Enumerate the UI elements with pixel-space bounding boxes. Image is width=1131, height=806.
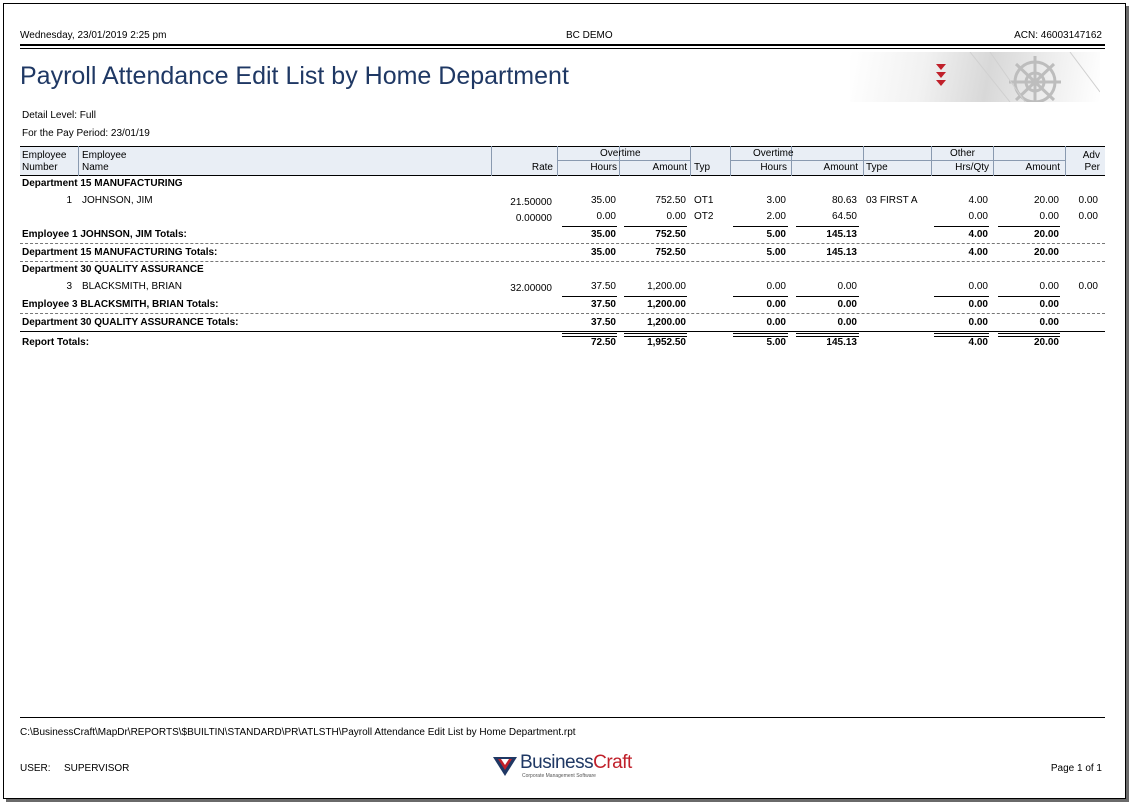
total-hrs-qty: 0.00 xyxy=(968,299,988,310)
department-heading: Department 30 QUALITY ASSURANCE xyxy=(22,264,204,275)
group-rule xyxy=(557,160,690,161)
subtotal-rule xyxy=(562,226,617,227)
ot-amount-value: 752.50 xyxy=(655,195,686,206)
col-adv-per-2: Per xyxy=(1084,162,1100,173)
rate-value: 32.00000 xyxy=(510,283,552,294)
dashed-rule xyxy=(20,243,1105,244)
col-amount: Amount xyxy=(652,162,687,173)
total-other-amount: 20.00 xyxy=(1033,229,1059,240)
col-employee-number: Employee xyxy=(22,150,67,161)
dept-ot2-amount: 145.13 xyxy=(826,247,857,258)
user-name: SUPERVISOR xyxy=(64,763,130,774)
col-typ: Typ xyxy=(694,162,711,173)
dashed-rule xyxy=(20,261,1105,262)
col-type: Type xyxy=(866,162,888,173)
col-rate: Rate xyxy=(531,162,553,173)
hrs-qty-value: 0.00 xyxy=(968,281,988,292)
brand-business: Business xyxy=(520,752,594,773)
other-amount-value: 0.00 xyxy=(1039,281,1059,292)
businesscraft-logo-icon xyxy=(492,754,518,778)
footer-rule xyxy=(20,717,1105,718)
total-ot-amount: 1,200.00 xyxy=(647,299,686,310)
report-file-path: C:\BusinessCraft\MapDr\REPORTS\$BUILTIN\STANDARD\PR\ATLSTH\Payroll Attendance Edit List by Home Department.rpt xyxy=(20,727,576,738)
report-datetime: Wednesday, 23/01/2019 2:25 pm xyxy=(20,30,167,41)
triple-chevron-icon xyxy=(936,64,946,86)
other-amount-value: 20.00 xyxy=(1033,195,1059,206)
col-group-other: Other xyxy=(950,148,976,159)
dept-ot-hours: 37.50 xyxy=(590,317,616,328)
other-amount-value: 0.00 xyxy=(1039,211,1059,222)
ot2-hours-value: 0.00 xyxy=(766,281,786,292)
col-separator xyxy=(863,146,864,176)
subtotal-rule xyxy=(624,296,687,297)
employee-total-label: Employee 1 JOHNSON, JIM Totals: xyxy=(22,229,187,240)
hrs-qty-value: 4.00 xyxy=(968,195,988,206)
adv-per-value: 0.00 xyxy=(1078,211,1098,222)
total-ot2-amount: 0.00 xyxy=(837,299,857,310)
ot2-amount-value: 64.50 xyxy=(831,211,857,222)
ot-type-value: OT2 xyxy=(694,211,714,222)
dashed-rule xyxy=(20,313,1105,314)
ot2-amount-value: 80.63 xyxy=(831,195,857,206)
report-total-label: Report Totals: xyxy=(22,337,90,348)
employee-name: JOHNSON, JIM xyxy=(82,195,153,206)
grand-hrs-qty: 4.00 xyxy=(968,337,988,348)
subtotal-rule xyxy=(733,226,788,227)
department-total-label: Department 15 MANUFACTURING Totals: xyxy=(22,247,218,258)
brand-craft: Craft xyxy=(593,752,632,773)
total-ot-hours: 37.50 xyxy=(590,299,616,310)
col-adv-per: Adv xyxy=(1082,150,1100,161)
other-type-value: 03 FIRST A xyxy=(866,195,918,206)
total-ot-hours: 35.00 xyxy=(590,229,616,240)
col-hours: Hours xyxy=(590,162,617,173)
col-hours-2: Hours xyxy=(760,162,787,173)
col-employee-name-2: Name xyxy=(82,162,109,173)
dept-hrs-qty: 4.00 xyxy=(968,247,988,258)
dept-ot2-amount: 0.00 xyxy=(837,317,857,328)
ot2-hours-value: 2.00 xyxy=(766,211,786,222)
header-rule xyxy=(20,44,1105,46)
dept-other-amount: 0.00 xyxy=(1039,317,1059,328)
col-hrs-qty: Hrs/Qty xyxy=(955,162,989,173)
detail-level: Detail Level: Full xyxy=(22,110,96,121)
col-separator xyxy=(557,146,558,176)
ot-hours-value: 0.00 xyxy=(596,211,616,222)
col-separator xyxy=(491,146,492,176)
ot-amount-value: 0.00 xyxy=(666,211,686,222)
subtotal-rule xyxy=(562,296,617,297)
col-separator xyxy=(690,146,691,176)
employee-total-label: Employee 3 BLACKSMITH, BRIAN Totals: xyxy=(22,299,219,310)
report-total-rule xyxy=(20,331,1105,332)
department-total-label: Department 30 QUALITY ASSURANCE Totals: xyxy=(22,317,239,328)
report-title: Payroll Attendance Edit List by Home Department xyxy=(20,62,569,90)
col-separator xyxy=(993,146,994,176)
col-separator xyxy=(931,146,932,176)
employee-name: BLACKSMITH, BRIAN xyxy=(82,281,183,292)
total-hrs-qty: 4.00 xyxy=(968,229,988,240)
user-label: USER: xyxy=(20,763,51,774)
businesscraft-logo xyxy=(492,752,642,780)
dept-ot-hours: 35.00 xyxy=(590,247,616,258)
grand-ot2-hours: 5.00 xyxy=(766,337,786,348)
ot-type-value: OT1 xyxy=(694,195,714,206)
total-ot2-hours: 5.00 xyxy=(766,229,786,240)
rate-value: 21.50000 xyxy=(510,197,552,208)
subtotal-rule xyxy=(934,296,989,297)
brand-tagline: Corporate Management Software xyxy=(522,773,596,779)
dept-ot-amount: 1,200.00 xyxy=(647,317,686,328)
subtotal-rule xyxy=(934,226,989,227)
pay-period: For the Pay Period: 23/01/19 xyxy=(22,128,150,139)
col-separator xyxy=(730,146,731,176)
employee-number: 3 xyxy=(66,281,72,292)
dept-ot2-hours: 0.00 xyxy=(766,317,786,328)
col-group-overtime-1: Overtime xyxy=(600,148,641,159)
company-name: BC DEMO xyxy=(566,30,613,41)
subtotal-rule xyxy=(998,226,1060,227)
subtotal-rule xyxy=(624,226,687,227)
dept-other-amount: 20.00 xyxy=(1033,247,1059,258)
report-page xyxy=(3,3,1126,799)
dept-ot-amount: 752.50 xyxy=(655,247,686,258)
col-employee-name: Employee xyxy=(82,150,127,161)
employee-number: 1 xyxy=(66,195,72,206)
subtotal-rule xyxy=(796,226,859,227)
grand-ot-amount: 1,952.50 xyxy=(647,337,686,348)
col-employee-number-2: Number xyxy=(22,162,58,173)
grand-ot-hours: 72.50 xyxy=(590,337,616,348)
col-separator xyxy=(78,146,79,176)
subtotal-rule xyxy=(796,296,859,297)
grand-other-amount: 20.00 xyxy=(1033,337,1059,348)
ot2-hours-value: 3.00 xyxy=(766,195,786,206)
dept-ot2-hours: 5.00 xyxy=(766,247,786,258)
group-rule xyxy=(730,160,863,161)
acn-number: ACN: 46003147162 xyxy=(1014,30,1102,41)
page-number: Page 1 of 1 xyxy=(1050,763,1102,774)
col-amount-3: Amount xyxy=(1025,162,1060,173)
subtotal-rule xyxy=(998,296,1060,297)
subtotal-rule xyxy=(733,296,788,297)
ot-hours-value: 37.50 xyxy=(590,281,616,292)
grand-ot2-amount: 145.13 xyxy=(826,337,857,348)
col-amount-2: Amount xyxy=(823,162,858,173)
rate-value: 0.00000 xyxy=(515,213,552,224)
total-other-amount: 0.00 xyxy=(1039,299,1059,310)
col-group-overtime-2: Overtime xyxy=(753,148,794,159)
header-rule-thin xyxy=(20,48,1105,49)
total-ot2-hours: 0.00 xyxy=(766,299,786,310)
ot2-amount-value: 0.00 xyxy=(837,281,857,292)
gear-watermark-icon xyxy=(850,52,1100,102)
adv-per-value: 0.00 xyxy=(1078,281,1098,292)
total-ot-amount: 752.50 xyxy=(655,229,686,240)
ot-hours-value: 35.00 xyxy=(590,195,616,206)
report-banner-graphic xyxy=(850,52,1100,102)
dept-hrs-qty: 0.00 xyxy=(968,317,988,328)
adv-per-value: 0.00 xyxy=(1078,195,1098,206)
hrs-qty-value: 0.00 xyxy=(968,211,988,222)
total-ot2-amount: 145.13 xyxy=(826,229,857,240)
department-heading: Department 15 MANUFACTURING xyxy=(22,178,183,189)
group-rule xyxy=(863,160,1065,161)
ot-amount-value: 1,200.00 xyxy=(647,281,686,292)
